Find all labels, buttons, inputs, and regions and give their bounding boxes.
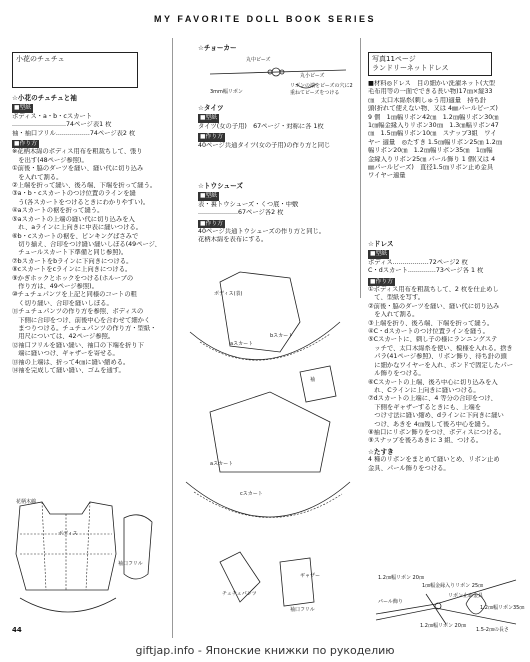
material-line: ■材料◎ドレス 目の細かい洗濯ネット(大型	[368, 80, 496, 87]
left-how-step: ③a・b・cスカートのつけ位置のラインを縫	[12, 190, 136, 198]
dress-pattern-line: ボディス..................72ページ2 枚	[368, 258, 468, 266]
dress-how-step: 下側をギャザーするときにも、上端を	[368, 403, 482, 411]
dress-how-list	[368, 286, 520, 446]
diagram-label-cuff: 袖口フリル	[118, 561, 143, 567]
dress-how-step: ②前後・脇のダーツを縫い、縫い代に切り込み	[368, 302, 500, 310]
dress-how-step: を入れて割る。	[368, 311, 419, 319]
shoes-section	[198, 182, 358, 245]
dress-how-heading: ■作り方	[370, 278, 393, 285]
shoes-how-2: 花柄木綿を表布にする。	[198, 236, 268, 244]
tutu-label-a: aスカート	[230, 341, 254, 347]
left-pattern-heading: ■型紙	[14, 105, 32, 112]
tutu-skirt-a	[190, 322, 340, 360]
left-how-step: 用尺については、42ページ参照。	[12, 333, 115, 341]
dress-how-step: ⑨スナップを後ろあきに 3 組、つける。	[368, 437, 483, 445]
tights-section	[198, 104, 358, 150]
material-line: 幅リボン20㎝ 1.2㎝幅リボン35㎝ 1㎝幅	[368, 147, 493, 155]
material-line: 1㎝幅金縁入りリボン30㎝ 1.3㎝幅リボン47	[368, 122, 499, 130]
left-how-step: ⑨かぎホックとホックをつける(ホルーブの	[12, 274, 134, 282]
material-line: ㎝ 太口木綿糸(刺しゅう用)適量 持ち針	[368, 96, 487, 104]
right-title-page: 写真11ページ	[372, 55, 416, 63]
tights-heading: ☆タイツ	[198, 104, 224, 112]
page-number: 44	[12, 626, 22, 634]
dress-how-step: に細かなワイヤーを入れ、ボンドで固定したパー	[368, 361, 514, 369]
left-subtitle: ☆小花のチュチュと袖	[12, 94, 77, 102]
bodice-diagram	[12, 494, 172, 634]
tasuki-label-1: 1.2㎝幅リボン 20㎝	[378, 575, 424, 581]
material-line: ヤー 適量 ◎たすき 1.5㎝幅リボン25㎝ 1.2㎝	[368, 138, 502, 146]
left-how-step: ⑪チュチュパンツの作り方を参照、ボディスの	[12, 308, 144, 316]
right-material-list	[368, 80, 520, 181]
left-how-step: ⑫袖口フリルを縫い縫い、袖口の下端を折り下	[12, 341, 144, 349]
tutu-skirt-c	[186, 482, 350, 517]
dress-heading: ☆ドレス	[368, 240, 394, 248]
diagram-label-floral: 花柄木綿	[16, 499, 37, 505]
dress-how-step: ⑧袖口にリボン飾りをつけ、ボディスにつける。	[368, 428, 505, 436]
left-how-step: 作り方は、49ページ参照)。	[12, 282, 98, 290]
dress-how-step: ⑦dスカートの上端に、4 等分の合印をつけ、	[368, 395, 497, 403]
left-how-step: ②上端を折って縫い、後ろ端、下端を折って縫う。	[12, 182, 157, 190]
choker-ribbon	[210, 70, 346, 74]
material-line: ㎝ 1.5㎝幅リボン10㎝ スナップ3組 ワイ	[368, 130, 497, 138]
dress-pattern-line: C・dスカート..............73ページ各 1 枚	[368, 267, 484, 275]
left-title: 小花のチュチュ	[16, 55, 65, 63]
shoes-heading: ☆トウシューズ	[198, 182, 244, 190]
tutu-label-bodice: ボディス(表)	[214, 291, 243, 297]
material-line: 金縁入りリボン25㎝ パール飾り 1 個(又は 4	[368, 155, 496, 163]
choker-label-bead-mid: 丸中ビーズ	[246, 57, 271, 63]
tights-how-heading: ■作り方	[200, 134, 223, 141]
left-how-step: まつりつける。チュチュパンツの作り方・型紙・	[12, 324, 157, 332]
column-divider-left	[172, 38, 173, 638]
skirt-curve	[20, 598, 116, 612]
bodice-seamlines	[42, 502, 90, 590]
left-how-list	[12, 148, 170, 375]
dress-how-step: れ、Cラインに上向きに縫いつける。	[368, 386, 480, 394]
tasuki-label-2: 1㎝幅金縁入りリボン 25㎝	[422, 583, 484, 589]
right-title-box	[368, 52, 492, 76]
dress-how-step: ③上端を折り、後ろ端、下端を折って縫う。	[368, 319, 494, 327]
sleeve-top	[300, 366, 336, 402]
dress-how-step: て、型紙を写す。	[368, 294, 425, 302]
left-how-step: ①前後・脇のダーツを縫い、縫い代に切り込み	[12, 165, 144, 173]
dress-how-step: つけ寸法に縫い縮め、dラインに下向きに縫い	[368, 412, 504, 420]
tasuki-heading: ☆たすき	[368, 447, 394, 456]
choker-label-note1: リボンの端をビーズの穴に2	[290, 83, 353, 89]
tutu-label-c: cスカート	[240, 491, 263, 497]
tights-how: 40ページ共通タイツ(女の子用)の作り方と同じ	[198, 141, 331, 149]
tights-pattern-heading: ■型紙	[200, 115, 218, 122]
left-title-box	[12, 52, 138, 88]
left-how-step: 切り揃え、合印をつけ縫い縫いしぼる(49ページ、	[12, 240, 161, 248]
left-how-step: う(各スカートをつけるときにわかりやすい)。	[12, 198, 150, 206]
tutu-label-gather: ギャザー	[300, 573, 321, 579]
left-how-step: ⑤aスカートの上端の縫い代に切り込みを入	[12, 215, 135, 223]
shoes-pattern-1: 表・裏トウシューズ・くつ底・中敷	[198, 200, 299, 208]
dress-how-step: ⑤Cスカートに、刺し子の様にランニングステ	[368, 336, 498, 344]
right-column	[368, 52, 520, 181]
dress-how-step: ①ボディス用布を粗裁ちして、2 枚を仕止めし	[368, 286, 499, 294]
tasuki-label-3: リボン止め金具	[448, 593, 484, 599]
left-how-step: 下側に合印をつけ、前後中心を合わせて細かく	[12, 316, 151, 324]
material-line: 毛布用等の一面でできる長い物)17㎝×縦33	[368, 88, 493, 96]
choker-label-bead-small: 丸小ビーズ	[300, 73, 325, 79]
dress-how-step: ④C・dスカートのつけ位置ラインを縫う。	[368, 328, 489, 336]
material-line: 9 個 1㎝幅リボン42㎝ 1.2㎝幅リボン30㎝	[368, 113, 499, 121]
tutu-diagram	[180, 262, 360, 622]
tasuki-label-5: 1.5-2㎝の長さ	[476, 627, 509, 633]
shoes-pattern-2: ....................67ページ各2 枚	[198, 209, 284, 217]
left-how-heading: ■作り方	[14, 141, 37, 148]
material-line: ㎜パールビーズ) 直径1.5㎝リボン止め金具	[368, 164, 494, 172]
left-how-step: ④aスカートの裾を折って縫う。	[12, 207, 104, 215]
sleeve-outline	[124, 515, 152, 579]
tutu-label-a2: aスカート	[210, 461, 234, 467]
dress-how-step: つけ、あきを 4㎝残して後ろ中心を縫う。	[368, 420, 494, 428]
left-how-step: ⑭袖を完成して縫い縫い、ゴムを通す。	[12, 367, 125, 374]
column-divider-right	[360, 38, 361, 298]
tasuki-label-7: 1.2㎝幅リボン 20㎝	[420, 623, 466, 629]
diagram-label-bodice: ボディス	[58, 531, 78, 537]
left-how-step: ※花柄木綿のボディス用布を粗裁ちして、張り	[12, 148, 143, 156]
left-how-step: ⑬袖の上端は、折って4㎝に縫い縮める。	[12, 358, 130, 366]
shoes-how-1: 40ページ共通トウシューズの作り方と同じ。	[198, 228, 326, 236]
left-pattern-line: ボディス・a・b・cスカート	[12, 112, 93, 120]
tasuki-line: 4 種のリボンをまとめて縫いとめ、リボン止め	[368, 456, 500, 464]
left-how-step: れ、aラインに上向きに中表に縫いつける。	[12, 224, 142, 232]
choker-heading: ☆チョーカー	[198, 44, 237, 52]
middle-column	[198, 44, 358, 52]
shoes-how-heading: ■作り方	[200, 220, 223, 227]
left-how-step: ⑦bスカートをbラインに下向きにつける。	[12, 257, 133, 265]
left-how-step: ⑩チュチュパンツを上記と同様のコートの粗	[12, 291, 137, 299]
left-pattern-line: ...........................74ページ表1 枚	[12, 121, 112, 129]
sleeve-piece	[280, 558, 314, 606]
left-how-step: チュールスカート下準備と同じ参照)。	[12, 249, 128, 257]
left-how-step: を出す(48ページ参照)。	[12, 156, 88, 164]
left-how-step: ⑥b・cスカートの裾を、ピンキングばさみで	[12, 232, 139, 240]
tasuki-label-6: 1.2㎝幅リボン35㎝	[480, 605, 525, 611]
material-line: ワイヤー適量	[368, 172, 406, 180]
shoes-pattern-heading: ■型紙	[200, 193, 218, 200]
left-how-step: を入れて割る。	[12, 173, 63, 181]
left-how-step: 端に縫いつけ、ギャザーを寄せる。	[12, 350, 119, 358]
choker-label-note2: 重ねてビーズをつける	[290, 90, 340, 96]
dress-how-step: ⑥Cスカートの上端、後ろ中心に切り込みを入	[368, 378, 498, 386]
tights-pattern: タイツ(女の子用) 67ページ・対称に各 1枚	[198, 122, 324, 130]
tasuki-line: 金具、パール飾りをつける。	[368, 464, 450, 472]
right-title-name: ランドリーネットドレス	[372, 64, 449, 72]
dress-how-step: パラ(41ページ参照)、リボン飾り、待ち針の頭	[368, 353, 507, 361]
dress-section	[368, 240, 520, 473]
dress-pattern-heading: ■型紙	[370, 251, 388, 258]
tutu-label-b: bスカート	[270, 333, 294, 339]
dress-how-step: ッチで、太口木綿糸を使い、模様を入れる。捨き	[368, 344, 513, 352]
dress-how-step: ル飾りをつける。	[368, 370, 425, 378]
tutu-label-cuff: 袖口フリル	[290, 607, 315, 613]
left-column	[12, 52, 170, 375]
tutu-skirt-b	[200, 334, 330, 360]
choker-label-ribbon: 3mm幅リボン	[210, 89, 243, 95]
material-line: 頭(折れて使えない物、又は 4㎜パールビーズ)	[368, 105, 498, 113]
tutu-skirt-c-inner	[194, 492, 342, 518]
tutu-label-pants: チュチュパンツ	[222, 591, 257, 597]
left-how-step: ⑧cスカートをcラインに上向きにつける。	[12, 266, 132, 274]
tasuki-label-4: パール飾り	[378, 599, 403, 605]
tutu-label-sleeve: 袖	[310, 377, 316, 383]
site-footer: giftjap.info - Японские книжки по рукоделию	[135, 644, 395, 657]
series-header: MY FAVORITE DOLL BOOK SERIES	[153, 14, 377, 24]
left-pattern-line: 袖・袖口フリル.................74ページ表2 枚	[12, 129, 136, 137]
left-how-step: く切り縫い、合印を縫いしぼる。	[12, 299, 113, 307]
